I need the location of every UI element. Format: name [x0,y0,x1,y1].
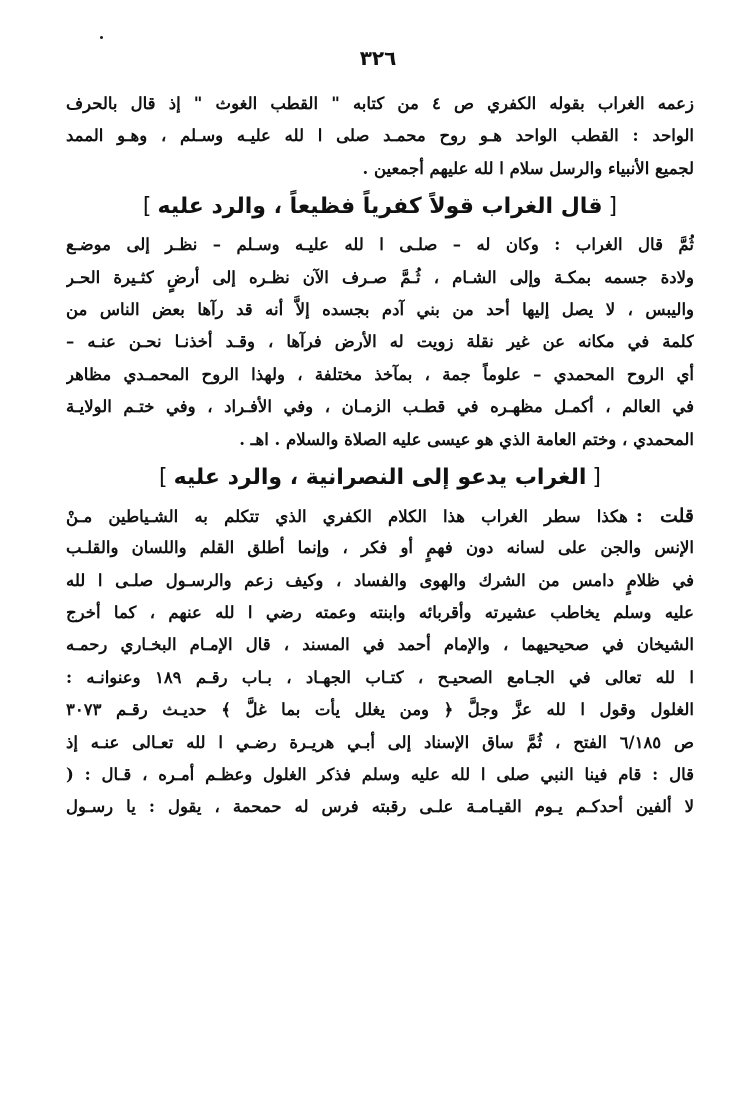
paragraph-lead: قلت : [635,504,694,527]
text-line: ا لله تعالى في الجـامع الصحيـح ، كتـاب الجهـاد ، بـاب رقـم ١٨٩ وعنوانـه : [66,667,694,687]
text-line: المحمدي ، وختم العامة الذي هو عيسى عليه الصلاة والسلام . اهـ . [239,429,694,449]
text-line: ثُمَّ قال الغراب : وكان له – صلـى ا لله عليـه وسـلم – نظـر إلى موضـع [66,235,694,255]
section-heading [66,456,694,500]
text-line: الشيخان في صحيحيهما ، والإمام أحمد في المسند ، قال الإمـام البخـاري رحمـه [66,635,694,655]
section-heading [66,185,694,229]
bracket-close: ] [142,194,152,220]
ink-speck [100,36,103,39]
text-line-content: هكذا سطر الغراب هذا الكلام الكفري الذي تتكلم به الشـياطين مـنْ [66,506,628,526]
bracket-open: [ [608,194,618,220]
section-heading-text: قال الغراب قولاً كفرياً فظيعاً ، والرد عليه [157,194,603,220]
section-heading-text: الغراب يدعو إلى النصرانية ، والرد عليه [173,464,587,490]
page-body [66,88,694,824]
text-line: الواحد : القطب الواحد هـو روح محمـد صلى ا لله عليـه وسـلم ، وهـو الممد [66,126,694,146]
text-line [66,500,694,532]
page-number: ٣٢٦ [359,46,397,70]
text-line: لجميع الأنبياء والرسل سلام ا لله عليهم أجمعين . [362,158,694,178]
text-line: واليبس ، لا يصل إليها أحد من بني آدم بجسده إلاَّ أنه قد رآها بعض الناس من [66,299,694,319]
bracket-open: [ [592,464,601,490]
text-line: عليه وسلم يخاطب عشيرته وأقربائه وابنته وعمته رضي ا لله عنهم ، كما أخرج [66,603,694,623]
text-line: كلمة في مكانه عن غير نقلة زويت له الأرض فرآها ، وقـد أخذنـا نحـن عنـه – [66,332,694,352]
text-line: الغلول وقول ا لله عزَّ وجلَّ ﴿ ومن يغلل يأت بما غلَّ ﴾ حديـث رقـم ٣٠٧٣ [66,700,694,720]
text-line: لا ألفين أحدكـم يـوم القيـامـة علـى رقبته فرس له حمحمة ، يقول : يا رسـول [66,797,694,817]
text-line: ولادة جسمه بمكـة وإلى الشـام ، ثُـمَّ صـرف الآن نظـره إلى أرضٍ كثـيرة الحـر [66,267,694,287]
bracket-close: ] [159,464,168,490]
text-line: أي الروح المحمدي – علوماً جمة ، بمآخذ مختلفة ، ولهذا الروح المحمـدي مظاهر [66,364,694,384]
text-line: الإنس والجن على لسانه دون فهمٍ أو فكر ، وإنما أطلق القلم واللسان والقلـب [66,538,694,558]
text-line: زعمه الغراب بقوله الكفري ص ٤ من كتابه " القطب الغوث " إذ قال بالحرف [66,94,694,113]
text-line: ص ٦/١٨٥ الفتح ، ثُمَّ ساق الإسناد إلى أبـي هريـرة رضـي ا لله تعـالى عنـه إذ [66,732,694,752]
text-line: قال : قام فينا النبي صلى ا لله عليه وسلم فذكر الغلول وعظـم أمـره ، قـال : ( [66,765,694,785]
text-line: في ظلامٍ دامس من الشرك والهوى والفساد ، وكيف زعم والرسـول صلـى ا لله [66,570,694,590]
text-line: في العالم ، أكمـل مظهـره في قطـب الزمـان ، وفي الأفـراد ، وفي ختـم الولايـة [66,397,694,417]
